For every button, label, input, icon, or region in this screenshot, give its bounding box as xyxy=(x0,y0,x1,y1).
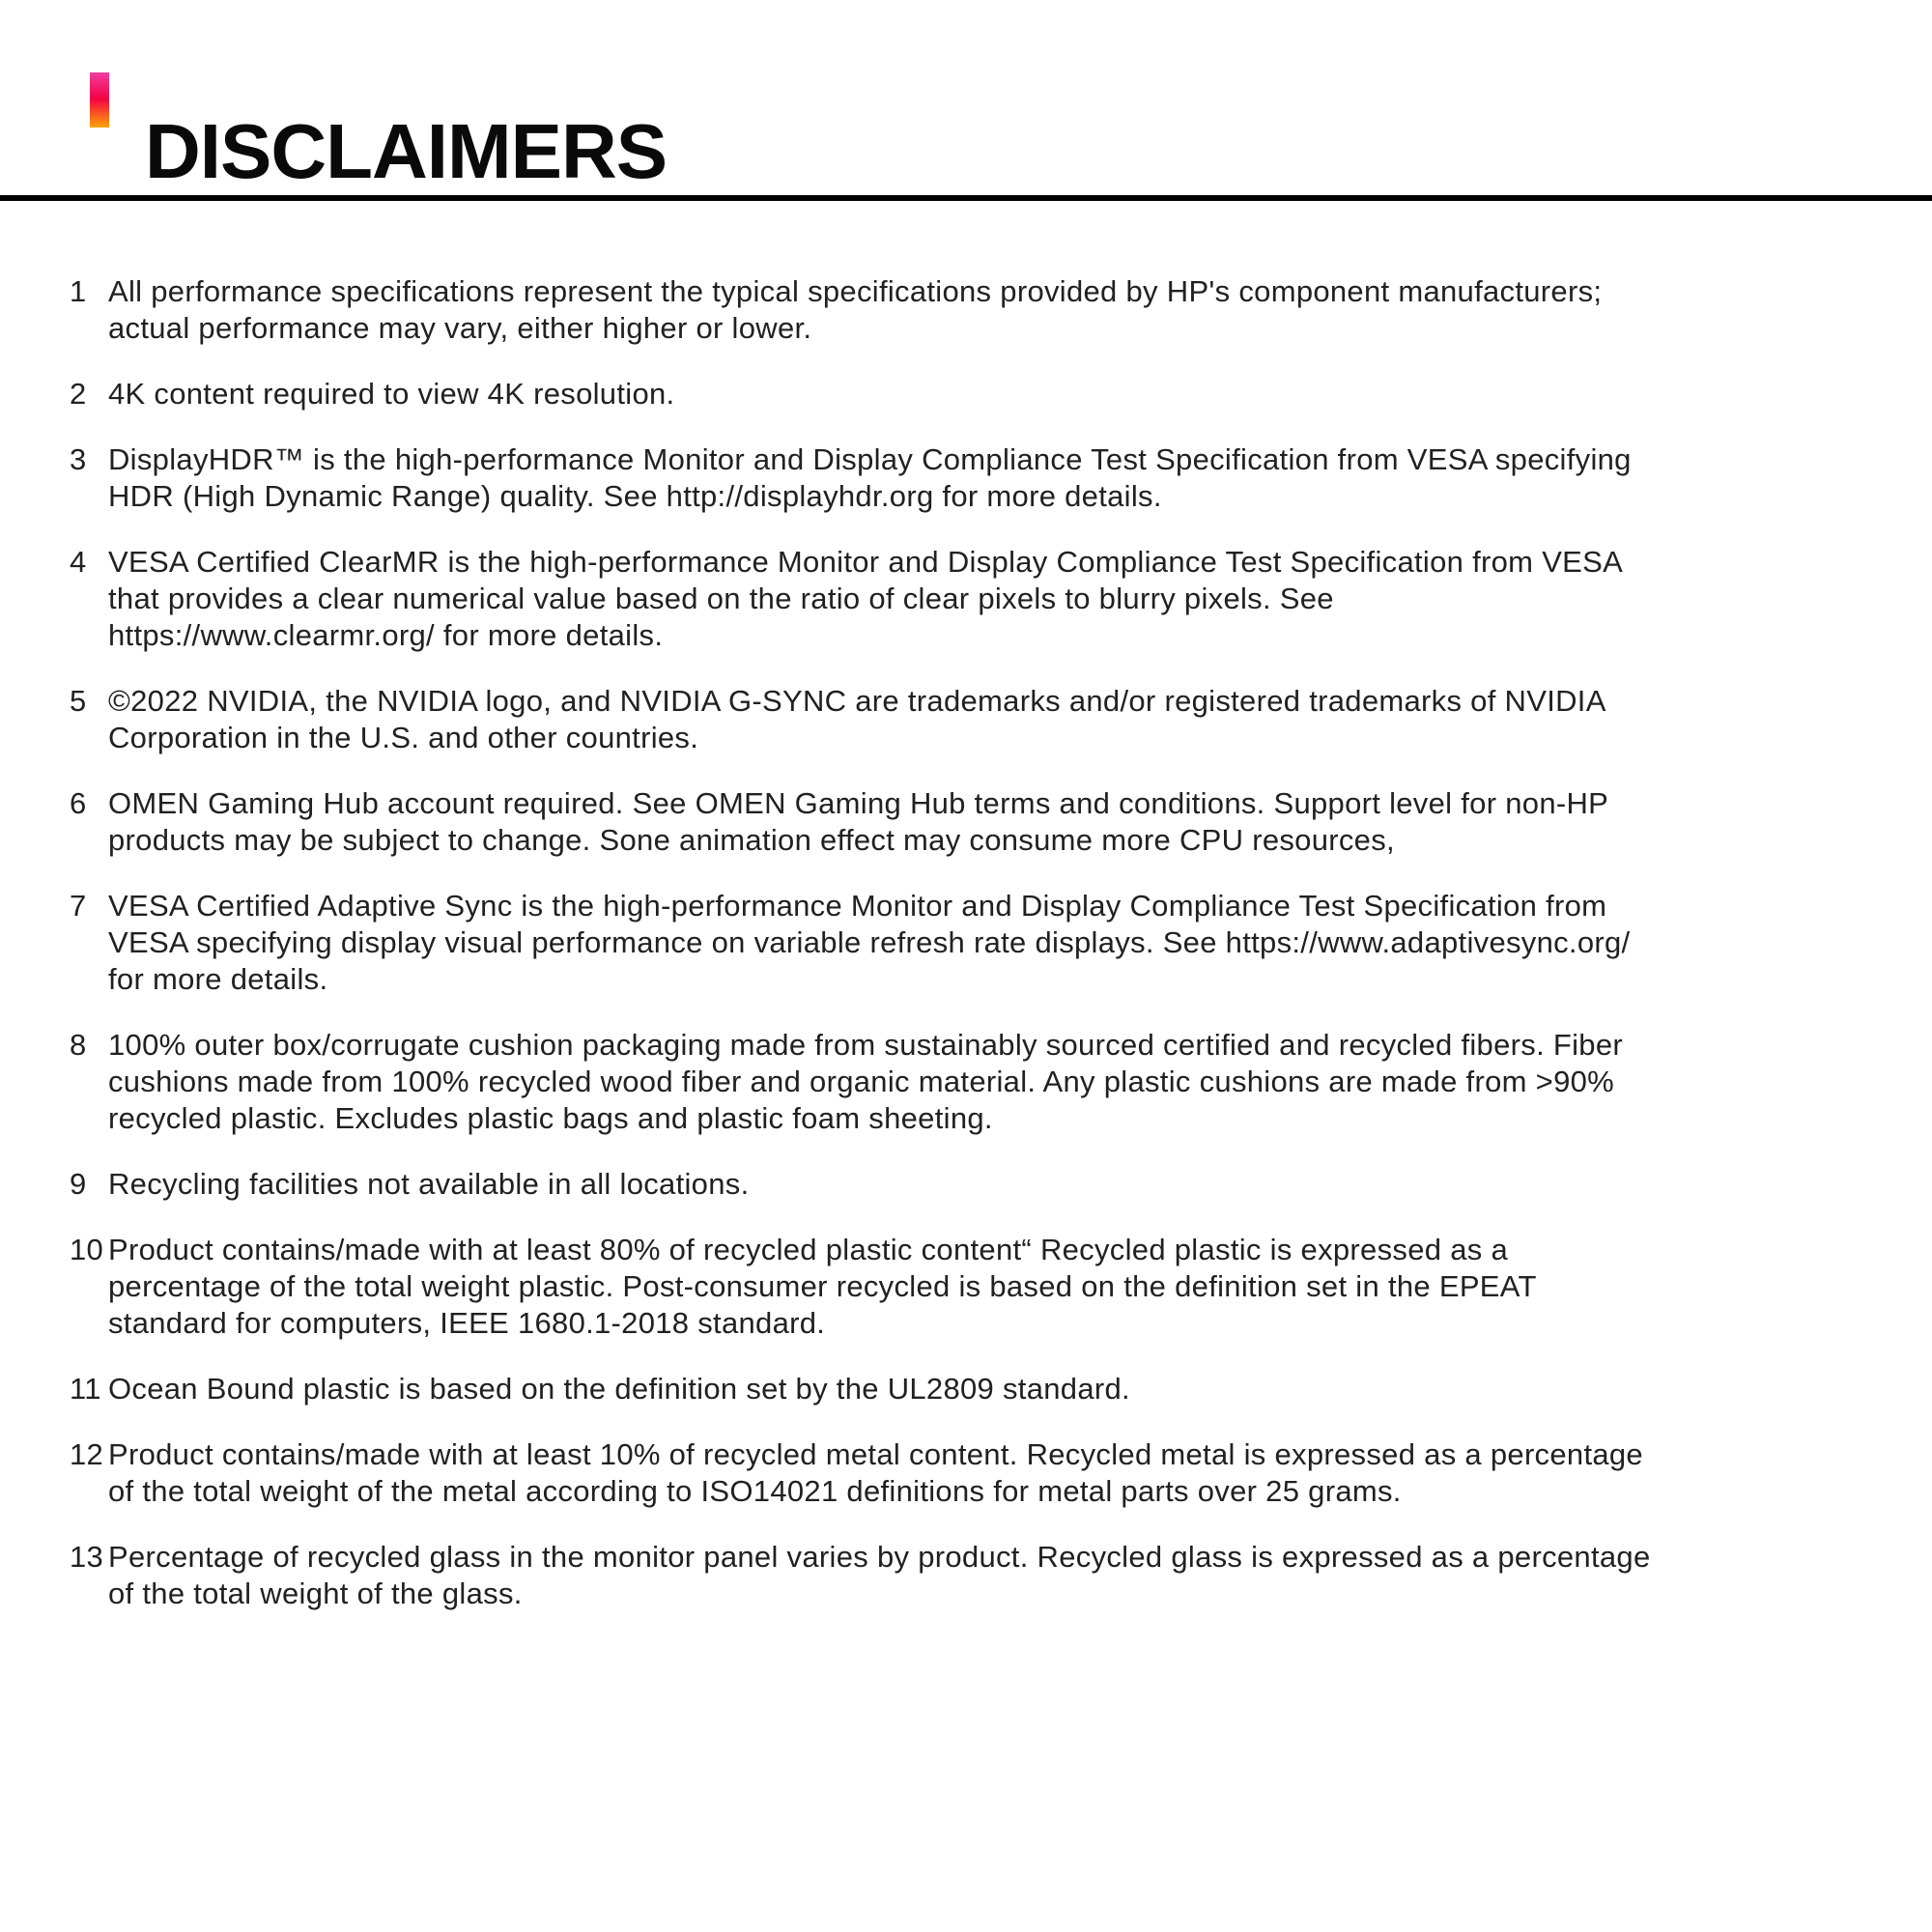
item-lines xyxy=(108,785,1876,859)
disclaimer-item xyxy=(70,1027,1876,1137)
disclaimer-line: Corporation in the U.S. and other countries. xyxy=(108,721,699,754)
disclaimer-line: VESA Certified ClearMR is the high-performance Monitor and Display Compliance Test Specification from VESA xyxy=(108,545,1624,579)
disclaimer-item xyxy=(70,888,1876,998)
item-lines xyxy=(108,1539,1876,1612)
disclaimer-line: 100% outer box/corrugate cushion packaging made from sustainably sourced certified and recycled fibers. Fiber xyxy=(108,1028,1624,1062)
item-number: 4 xyxy=(70,545,87,579)
disclaimer-line: actual performance may vary, either higher or lower. xyxy=(108,311,812,345)
item-lines xyxy=(108,683,1876,756)
disclaimer-line: Product contains/made with at least 10% of recycled metal content. Recycled metal is expressed as a percentage xyxy=(108,1437,1643,1471)
item-number: 5 xyxy=(70,684,87,718)
item-lines xyxy=(108,1166,1876,1203)
item-number: 12 xyxy=(70,1437,104,1471)
item-number: 9 xyxy=(70,1167,87,1201)
disclaimer-line: Product contains/made with at least 80% of recycled plastic content“ Recycled plastic is expressed as a xyxy=(108,1233,1508,1266)
disclaimer-line: cushions made from 100% recycled wood fiber and organic material. Any plastic cushions are made from >90% xyxy=(108,1065,1615,1098)
disclaimer-line: HDR (High Dynamic Range) quality. See http://displayhdr.org for more details. xyxy=(108,479,1162,513)
disclaimer-item xyxy=(70,273,1876,347)
item-number: 8 xyxy=(70,1028,87,1062)
item-number: 10 xyxy=(70,1233,104,1266)
disclaimer-line: https://www.clearmr.org/ for more details. xyxy=(108,618,664,652)
disclaimer-line: Recycling facilities not available in all locations. xyxy=(108,1167,750,1201)
disclaimer-item xyxy=(70,1232,1876,1342)
disclaimer-line: percentage of the total weight plastic. Post-consumer recycled is based on the definition set in the EPEAT xyxy=(108,1269,1537,1303)
accent-bar xyxy=(90,72,109,128)
disclaimer-line: for more details. xyxy=(108,962,328,996)
disclaimer-line: DisplayHDR™ is the high-performance Monitor and Display Compliance Test Specification from VESA specifying xyxy=(108,442,1632,476)
item-number: 2 xyxy=(70,377,87,411)
disclaimer-item xyxy=(70,1166,1876,1203)
disclaimer-line: 4K content required to view 4K resolution. xyxy=(108,377,675,411)
disclaimer-line: that provides a clear numerical value based on the ratio of clear pixels to blurry pixels. See xyxy=(108,582,1334,615)
disclaimer-line: of the total weight of the glass. xyxy=(108,1577,523,1610)
disclaimer-item xyxy=(70,544,1876,654)
item-lines xyxy=(108,376,1876,412)
disclaimer-line: VESA Certified Adaptive Sync is the high-performance Monitor and Display Compliance Test Specification from xyxy=(108,889,1607,923)
item-number: 7 xyxy=(70,889,87,923)
disclaimer-line: Ocean Bound plastic is based on the definition set by the UL2809 standard. xyxy=(108,1372,1130,1406)
item-lines xyxy=(108,1436,1876,1510)
disclaimer-item xyxy=(70,1436,1876,1510)
disclaimer-item xyxy=(70,785,1876,859)
disclaimer-line: ©2022 NVIDIA, the NVIDIA logo, and NVIDIA G-SYNC are trademarks and/or registered trademarks of NVIDIA xyxy=(108,684,1606,718)
item-lines xyxy=(108,888,1876,998)
disclaimer-line: VESA specifying display visual performance on variable refresh rate displays. See https://www.adaptivesync.org/ xyxy=(108,925,1631,959)
item-lines xyxy=(108,273,1876,347)
disclaimer-line: All performance specifications represent the typical specifications provided by HP's component manufacturers; xyxy=(108,274,1603,308)
disclaimer-line: recycled plastic. Excludes plastic bags and plastic foam sheeting. xyxy=(108,1101,993,1135)
item-lines xyxy=(108,1232,1876,1342)
disclaimer-line: of the total weight of the metal according to ISO14021 definitions for metal parts over 25 grams. xyxy=(108,1474,1402,1508)
disclaimer-line: Percentage of recycled glass in the monitor panel varies by product. Recycled glass is expressed as a percentage xyxy=(108,1540,1651,1574)
disclaimer-item xyxy=(70,376,1876,412)
item-number: 13 xyxy=(70,1540,104,1574)
disclaimer-item xyxy=(70,683,1876,756)
disclaimer-item xyxy=(70,1539,1876,1612)
disclaimer-line: OMEN Gaming Hub account required. See OMEN Gaming Hub terms and conditions. Support level for non-HP xyxy=(108,786,1609,820)
item-lines xyxy=(108,1027,1876,1137)
item-lines xyxy=(108,441,1876,515)
item-number: 6 xyxy=(70,786,87,820)
disclaimers-list xyxy=(70,273,1876,1641)
disclaimer-item xyxy=(70,441,1876,515)
disclaimer-item xyxy=(70,1371,1876,1407)
item-number: 1 xyxy=(70,274,87,308)
disclaimer-line: standard for computers, IEEE 1680.1-2018 standard. xyxy=(108,1306,826,1340)
header-divider xyxy=(0,195,1932,201)
page-title: DISCLAIMERS xyxy=(145,107,668,194)
item-lines xyxy=(108,1371,1876,1407)
item-number: 11 xyxy=(70,1372,101,1406)
item-lines xyxy=(108,544,1876,654)
disclaimer-line: products may be subject to change. Sone animation effect may consume more CPU resources, xyxy=(108,823,1395,857)
item-number: 3 xyxy=(70,442,87,476)
